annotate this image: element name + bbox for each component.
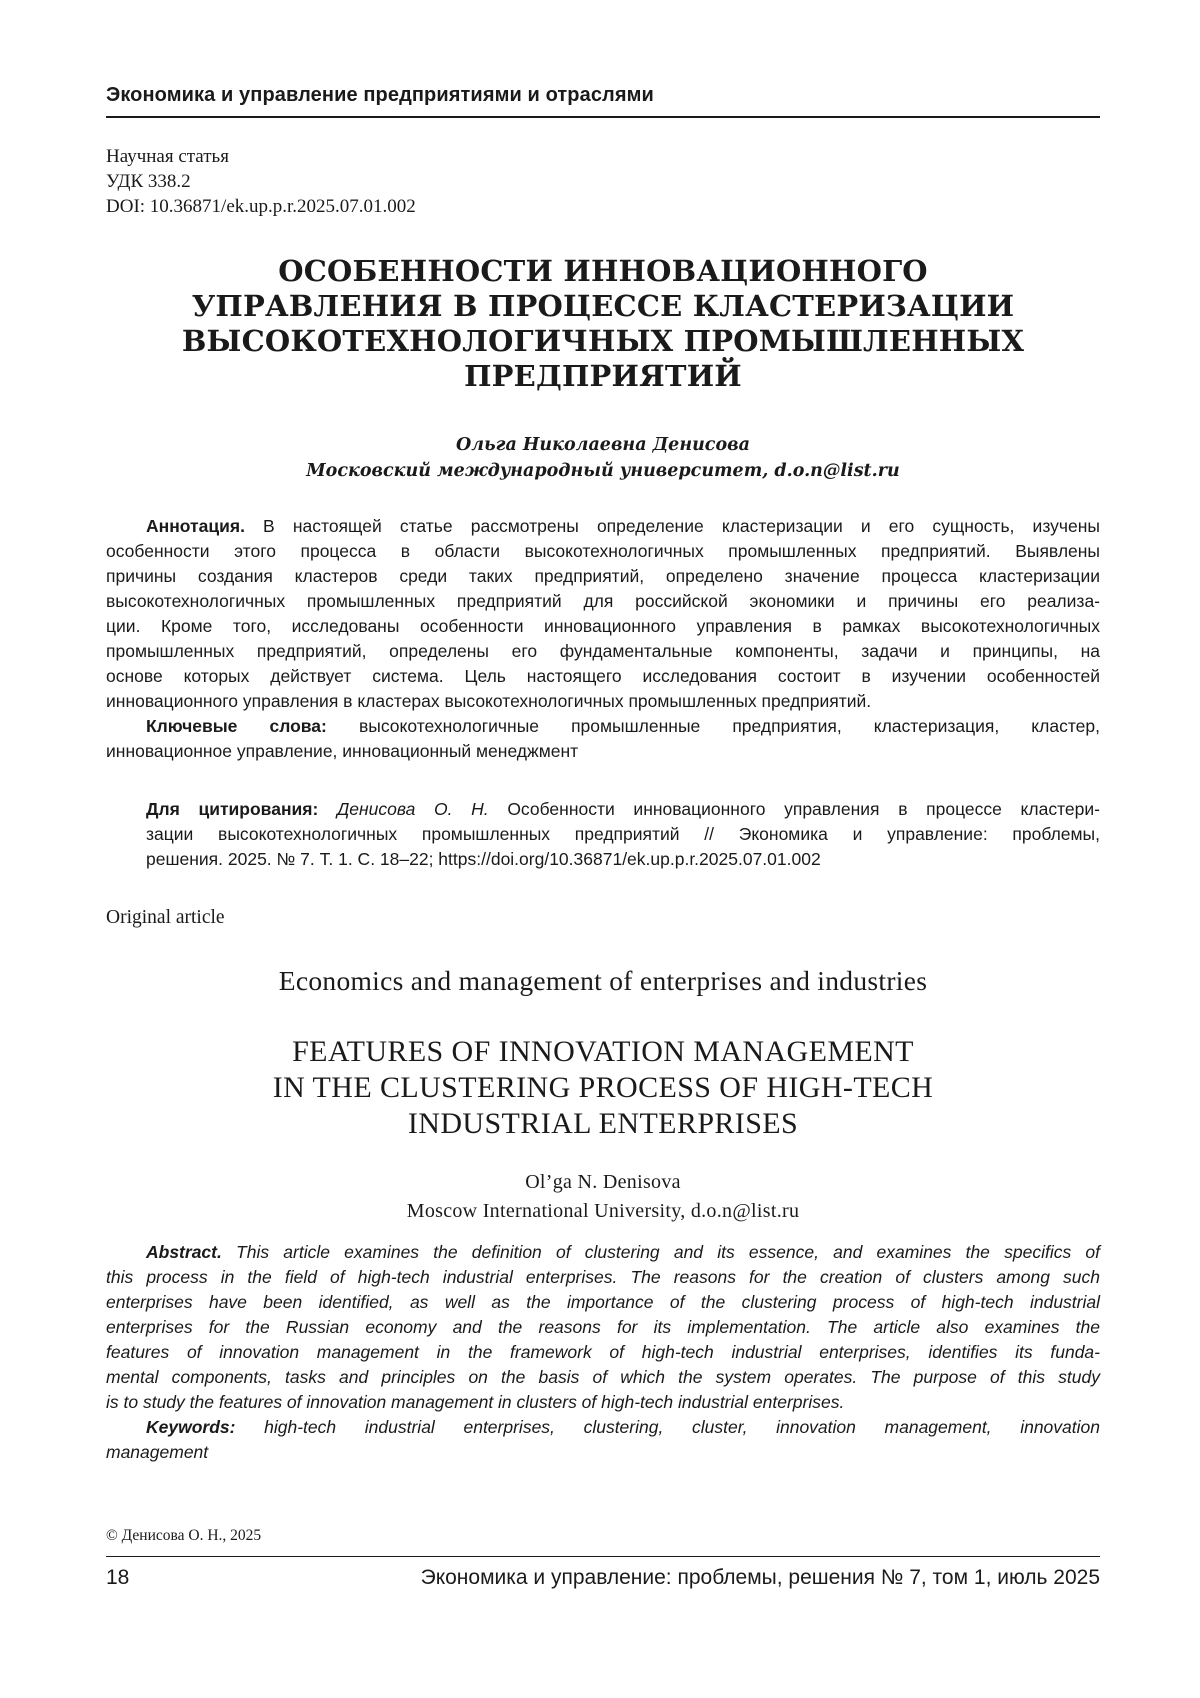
journal-section-header: Экономика и управление предприятиями и отраслями — [106, 84, 1100, 107]
abstract-en-line: enterprises have been identified, as well as the importance of the clustering process of high-tech industrial — [106, 1290, 1100, 1315]
article-title-ru — [106, 254, 1100, 394]
author-affiliation-en: Moscow International University, d.o.n@list.ru — [106, 1197, 1100, 1226]
original-article-label: Original article — [106, 907, 225, 929]
abstract-ru-line: высокотехнологичных промышленных предприятий для российской экономики и причины его реализа- — [106, 589, 1100, 614]
title-ru-line: ОСОБЕННОСТИ ИННОВАЦИОННОГО — [106, 254, 1100, 289]
section-title-en: Economics and management of enterprises and industries — [106, 965, 1100, 997]
udk-code: УДК 338.2 — [106, 169, 416, 194]
keywords-en-label: Keywords: — [146, 1417, 235, 1437]
abstract-ru-line: основе которых действует система. Цель настоящего исследования состоит в изучении особенностей — [106, 664, 1100, 689]
title-en-line: IN THE CLUSTERING PROCESS OF HIGH-TECH — [106, 1070, 1100, 1106]
abstract-ru-line: инновационного управления в кластерах высокотехнологичных промышленных предприятий. — [106, 689, 1100, 714]
abstract-ru — [106, 514, 1100, 764]
author-block-en — [106, 1168, 1100, 1226]
abstract-ru-line: причины создания кластеров среди таких предприятий, определено значение процесса кластеризации — [106, 564, 1100, 589]
keywords-ru-line: высокотехнологичные промышленные предприятия, кластеризация, кластер, — [327, 716, 1100, 736]
footer-rule — [106, 1556, 1100, 1557]
abstract-en-line: This article examines the definition of clustering and its essence, and examines the specifics of — [222, 1242, 1100, 1262]
abstract-ru-label: Аннотация. — [146, 516, 245, 536]
abstract-ru-line: ции. Кроме того, исследованы особенности инновационного управления в рамках высокотехнологичных — [106, 614, 1100, 639]
doi: DOI: 10.36871/ek.up.p.r.2025.07.01.002 — [106, 194, 416, 219]
abstract-en-line: is to study the features of innovation management in clusters of high-tech industrial enterprises. — [106, 1390, 1100, 1415]
keywords-ru-label: Ключевые слова: — [146, 716, 327, 736]
copyright-notice: © Денисова О. Н., 2025 — [106, 1527, 261, 1545]
author-name-ru: Ольга Николаевна Денисова — [106, 432, 1100, 458]
article-title-en — [106, 1034, 1100, 1142]
title-en-line: FEATURES OF INNOVATION MANAGEMENT — [106, 1034, 1100, 1070]
author-affiliation-ru: Московский международный университет, d.o.n@list.ru — [106, 458, 1100, 484]
keywords-ru-line: инновационное управление, инновационный менеджмент — [106, 739, 1100, 764]
article-page — [106, 0, 1100, 1698]
title-en-line: INDUSTRIAL ENTERPRISES — [106, 1106, 1100, 1142]
author-name-en: Ol’ga N. Denisova — [106, 1168, 1100, 1197]
abstract-en-line: this process in the field of high-tech industrial enterprises. The reasons for the creation of clusters among such — [106, 1265, 1100, 1290]
abstract-en-line: enterprises for the Russian economy and the reasons for its implementation. The article also examines the — [106, 1315, 1100, 1340]
abstract-ru-line: промышленных предприятий, определены его фундаментальные компоненты, задачи и принципы, на — [106, 639, 1100, 664]
citation-author: Денисова О. Н. — [318, 799, 488, 819]
citation-line: зации высокотехнологичных промышленных предприятий // Экономика и управление: проблемы, — [106, 822, 1100, 847]
citation-line: Особенности инновационного управления в процессе кластери- — [489, 799, 1100, 819]
abstract-en — [106, 1240, 1100, 1465]
title-ru-line: УПРАВЛЕНИЯ В ПРОЦЕССЕ КЛАСТЕРИЗАЦИИ — [106, 289, 1100, 324]
citation-line: решения. 2025. № 7. Т. 1. С. 18–22; https://doi.org/10.36871/ek.up.p.r.2025.07.01.002 — [106, 847, 1100, 872]
abstract-ru-line: особенности этого процесса в области высокотехнологичных промышленных предприятий. Выявлены — [106, 539, 1100, 564]
abstract-en-label: Abstract. — [146, 1242, 222, 1262]
title-ru-line: ПРЕДПРИЯТИЙ — [106, 359, 1100, 394]
header-rule — [106, 116, 1100, 118]
citation-block — [106, 797, 1100, 872]
abstract-en-line: mental components, tasks and principles on the basis of which the system operates. The purpose of this study — [106, 1365, 1100, 1390]
abstract-en-line: features of innovation management in the framework of high-tech industrial enterprises, identifies its funda- — [106, 1340, 1100, 1365]
keywords-en-line: high-tech industrial enterprises, clustering, cluster, innovation management, innovation — [235, 1417, 1100, 1437]
abstract-ru-line: В настоящей статье рассмотрены определение кластеризации и его сущность, изучены — [245, 516, 1100, 536]
article-type: Научная статья — [106, 144, 416, 169]
citation-label: Для цитирования: — [146, 799, 318, 819]
article-meta — [106, 144, 416, 219]
title-ru-line: ВЫСОКОТЕХНОЛОГИЧНЫХ ПРОМЫШЛЕННЫХ — [106, 324, 1100, 359]
journal-issue: Экономика и управление: проблемы, решения № 7, том 1, июль 2025 — [421, 1566, 1100, 1590]
keywords-en-line: management — [106, 1440, 1100, 1465]
author-block-ru — [106, 432, 1100, 484]
page-number: 18 — [106, 1566, 129, 1590]
